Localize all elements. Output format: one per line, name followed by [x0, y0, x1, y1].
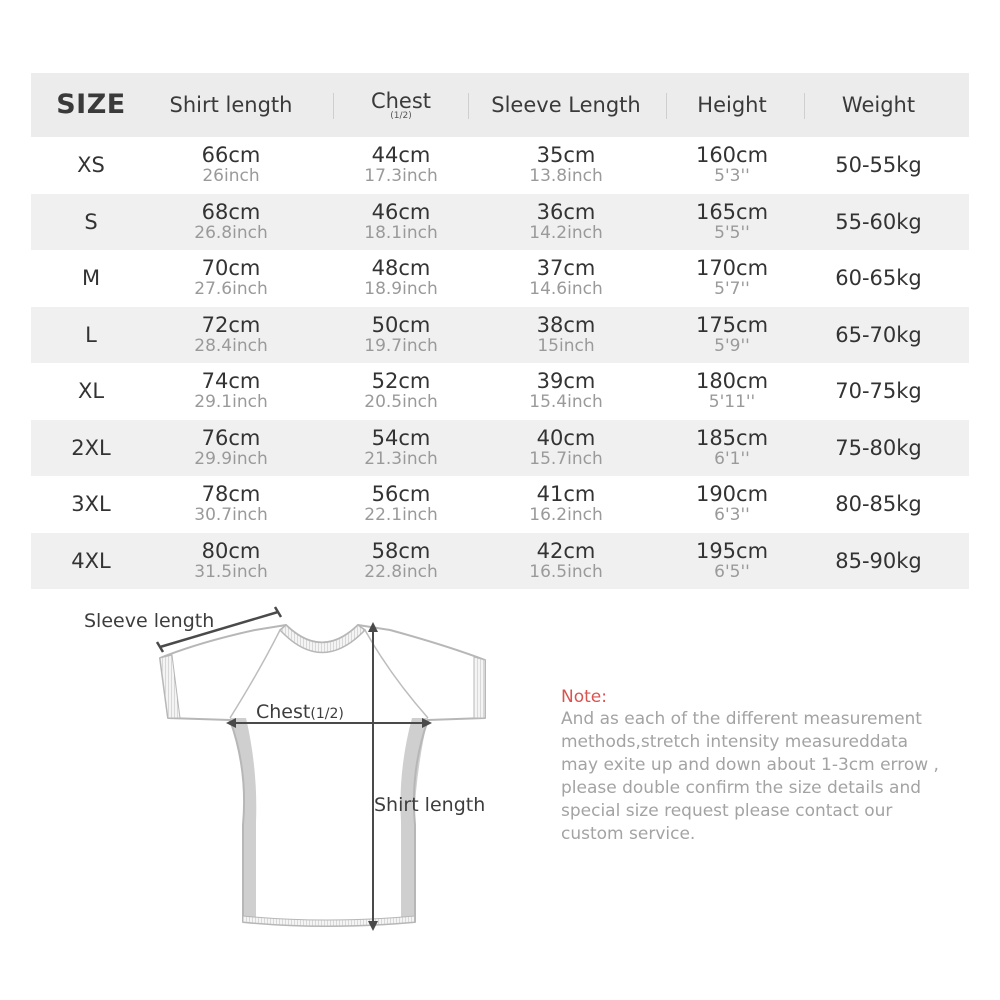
height-ft: 6'5'' — [714, 561, 750, 582]
table-cell — [331, 250, 471, 307]
table-cell — [151, 307, 311, 364]
sleeve-length-inch: 15.4inch — [529, 392, 603, 413]
weight-cell: 60-65kg — [835, 266, 922, 291]
height-ft: 5'11'' — [708, 392, 756, 413]
table-cell — [661, 137, 803, 194]
table-cell — [471, 250, 661, 307]
table-cell — [151, 194, 311, 251]
chest-label: Chest — [256, 701, 311, 723]
table-cell — [661, 250, 803, 307]
shirt-length-cm: 80cm — [201, 538, 261, 563]
table-cell — [31, 250, 151, 307]
chest-cm: 50cm — [371, 312, 431, 337]
height-ft: 5'3'' — [714, 166, 750, 187]
chest-inch: 18.1inch — [364, 222, 438, 243]
weight-cell: 85-90kg — [835, 548, 922, 573]
shirt-length-cm: 76cm — [201, 425, 261, 450]
header-divider — [468, 93, 469, 119]
header-chest-label: Chest — [370, 89, 432, 113]
table-cell — [331, 420, 471, 477]
table-cell — [331, 476, 471, 533]
note-title: Note: — [561, 687, 607, 707]
chest-inch: 18.9inch — [364, 279, 438, 300]
table-cell — [331, 533, 471, 590]
shirt-length-cm: 78cm — [201, 482, 261, 507]
table-cell — [471, 476, 661, 533]
table-cell — [661, 307, 803, 364]
height-cm: 180cm — [695, 369, 769, 394]
table-row — [31, 363, 969, 420]
height-ft: 5'9'' — [714, 335, 750, 356]
shirt-length-label: Shirt length — [374, 794, 486, 816]
shirt-length-inch: 31.5inch — [194, 561, 268, 582]
chest-cm: 54cm — [371, 425, 431, 450]
shirt-length-inch: 29.9inch — [194, 448, 268, 469]
table-cell — [31, 363, 151, 420]
table-cell — [661, 194, 803, 251]
table-cell — [31, 137, 151, 194]
table-cell — [31, 533, 151, 590]
table-cell — [811, 250, 946, 307]
table-cell — [31, 476, 151, 533]
table-cell — [331, 137, 471, 194]
header-height — [661, 73, 803, 137]
chest-cm: 56cm — [371, 482, 431, 507]
chest-cm: 46cm — [371, 199, 431, 224]
sleeve-length-cm: 36cm — [536, 199, 596, 224]
chest-inch: 19.7inch — [364, 335, 438, 356]
chest-inch: 20.5inch — [364, 392, 438, 413]
sleeve-length-inch: 14.2inch — [529, 222, 603, 243]
tshirt-icon — [60, 600, 520, 940]
height-ft: 6'1'' — [714, 448, 750, 469]
tshirt-diagram — [60, 600, 520, 940]
shirt-length-inch: 28.4inch — [194, 335, 268, 356]
header-divider — [804, 93, 805, 119]
table-cell — [471, 533, 661, 590]
shirt-length-inch: 26inch — [202, 166, 260, 187]
height-cm: 195cm — [695, 538, 769, 563]
sleeve-length-inch: 15inch — [537, 335, 595, 356]
table-row — [31, 250, 969, 307]
size-cell: XL — [77, 379, 105, 404]
height-cm: 185cm — [695, 425, 769, 450]
weight-cell: 80-85kg — [835, 492, 922, 517]
table-cell — [471, 420, 661, 477]
weight-cell: 50-55kg — [835, 153, 922, 178]
table-cell — [151, 363, 311, 420]
shirt-length-inch: 30.7inch — [194, 505, 268, 526]
weight-cell: 65-70kg — [835, 322, 922, 347]
table-cell — [31, 194, 151, 251]
sleeve-length-cm: 42cm — [536, 538, 596, 563]
table-cell — [661, 420, 803, 477]
table-row — [31, 137, 969, 194]
shirt-length-cm: 72cm — [201, 312, 261, 337]
note-box — [561, 686, 961, 846]
shirt-length-cm: 68cm — [201, 199, 261, 224]
size-cell: M — [81, 266, 101, 291]
table-row — [31, 476, 969, 533]
chest-inch: 22.1inch — [364, 505, 438, 526]
table-body — [31, 137, 969, 589]
size-chart-table — [31, 73, 969, 589]
sleeve-length-cm: 41cm — [536, 482, 596, 507]
sleeve-length-inch: 15.7inch — [529, 448, 603, 469]
table-cell — [331, 363, 471, 420]
table-cell — [661, 363, 803, 420]
table-row — [31, 307, 969, 364]
table-cell — [661, 533, 803, 590]
header-shirt-length-label: Shirt length — [169, 93, 293, 117]
sleeve-length-cm: 37cm — [536, 256, 596, 281]
table-cell — [31, 307, 151, 364]
table-cell — [471, 307, 661, 364]
header-shirt-length — [151, 73, 311, 137]
height-cm: 175cm — [695, 312, 769, 337]
size-cell: L — [85, 322, 97, 347]
height-cm: 190cm — [695, 482, 769, 507]
table-cell — [811, 307, 946, 364]
header-sleeve-length — [471, 73, 661, 137]
table-row — [31, 420, 969, 477]
chest-inch: 21.3inch — [364, 448, 438, 469]
table-cell — [811, 533, 946, 590]
table-cell — [151, 476, 311, 533]
header-weight — [811, 73, 946, 137]
table-cell — [811, 137, 946, 194]
height-ft: 5'7'' — [714, 279, 750, 300]
shirt-length-inch: 29.1inch — [194, 392, 268, 413]
sleeve-length-inch: 16.5inch — [529, 561, 603, 582]
chest-inch: 17.3inch — [364, 166, 438, 187]
size-cell: 4XL — [71, 548, 111, 573]
table-row — [31, 533, 969, 590]
chest-cm: 44cm — [371, 143, 431, 168]
chest-cm: 52cm — [371, 369, 431, 394]
header-chest — [331, 73, 471, 137]
size-cell: 3XL — [71, 492, 111, 517]
table-cell — [151, 250, 311, 307]
shirt-length-inch: 26.8inch — [194, 222, 268, 243]
table-cell — [811, 194, 946, 251]
table-cell — [811, 420, 946, 477]
shirt-length-inch: 27.6inch — [194, 279, 268, 300]
height-cm: 165cm — [695, 199, 769, 224]
sleeve-length-inch: 14.6inch — [529, 279, 603, 300]
note-text: And as each of the different measurement methods,stretch intensity measureddata may exite up and down about 1-3cm errow , please double confirm the size details and special size request please contact our custom service. — [561, 709, 939, 844]
chest-cm: 58cm — [371, 538, 431, 563]
header-sleeve-length-label: Sleeve Length — [491, 93, 641, 117]
sleeve-length-cm: 40cm — [536, 425, 596, 450]
table-cell — [471, 137, 661, 194]
table-header — [31, 73, 969, 137]
weight-cell: 75-80kg — [835, 435, 922, 460]
table-cell — [471, 363, 661, 420]
table-cell — [31, 420, 151, 477]
header-weight-label: Weight — [841, 93, 916, 117]
table-cell — [471, 194, 661, 251]
sleeve-length-inch: 13.8inch — [529, 166, 603, 187]
table-cell — [331, 194, 471, 251]
table-cell — [661, 476, 803, 533]
chest-label-group — [256, 701, 344, 723]
header-chest-sub: (1/2) — [390, 111, 412, 121]
sleeve-length-cm: 38cm — [536, 312, 596, 337]
table-cell — [811, 476, 946, 533]
table-cell — [811, 363, 946, 420]
sleeve-length-cm: 35cm — [536, 143, 596, 168]
chest-cm: 48cm — [371, 256, 431, 281]
sleeve-length-inch: 16.2inch — [529, 505, 603, 526]
shirt-length-cm: 66cm — [201, 143, 261, 168]
chest-sub-label: (1/2) — [310, 706, 344, 722]
weight-cell: 70-75kg — [835, 379, 922, 404]
table-row — [31, 194, 969, 251]
header-size-label: SIZE — [56, 89, 126, 120]
table-cell — [151, 137, 311, 194]
header-height-label: Height — [697, 93, 767, 117]
shirt-length-cm: 70cm — [201, 256, 261, 281]
sleeve-length-label: Sleeve length — [84, 610, 215, 632]
sleeve-length-cm: 39cm — [536, 369, 596, 394]
weight-cell: 55-60kg — [835, 209, 922, 234]
size-cell: 2XL — [71, 435, 111, 460]
height-ft: 6'3'' — [714, 505, 750, 526]
table-cell — [151, 533, 311, 590]
height-cm: 170cm — [695, 256, 769, 281]
chest-inch: 22.8inch — [364, 561, 438, 582]
table-cell — [151, 420, 311, 477]
shirt-length-cm: 74cm — [201, 369, 261, 394]
table-cell — [331, 307, 471, 364]
height-cm: 160cm — [695, 143, 769, 168]
size-cell: XS — [77, 153, 105, 178]
size-cell: S — [84, 209, 98, 234]
height-ft: 5'5'' — [714, 222, 750, 243]
header-size — [31, 73, 151, 137]
